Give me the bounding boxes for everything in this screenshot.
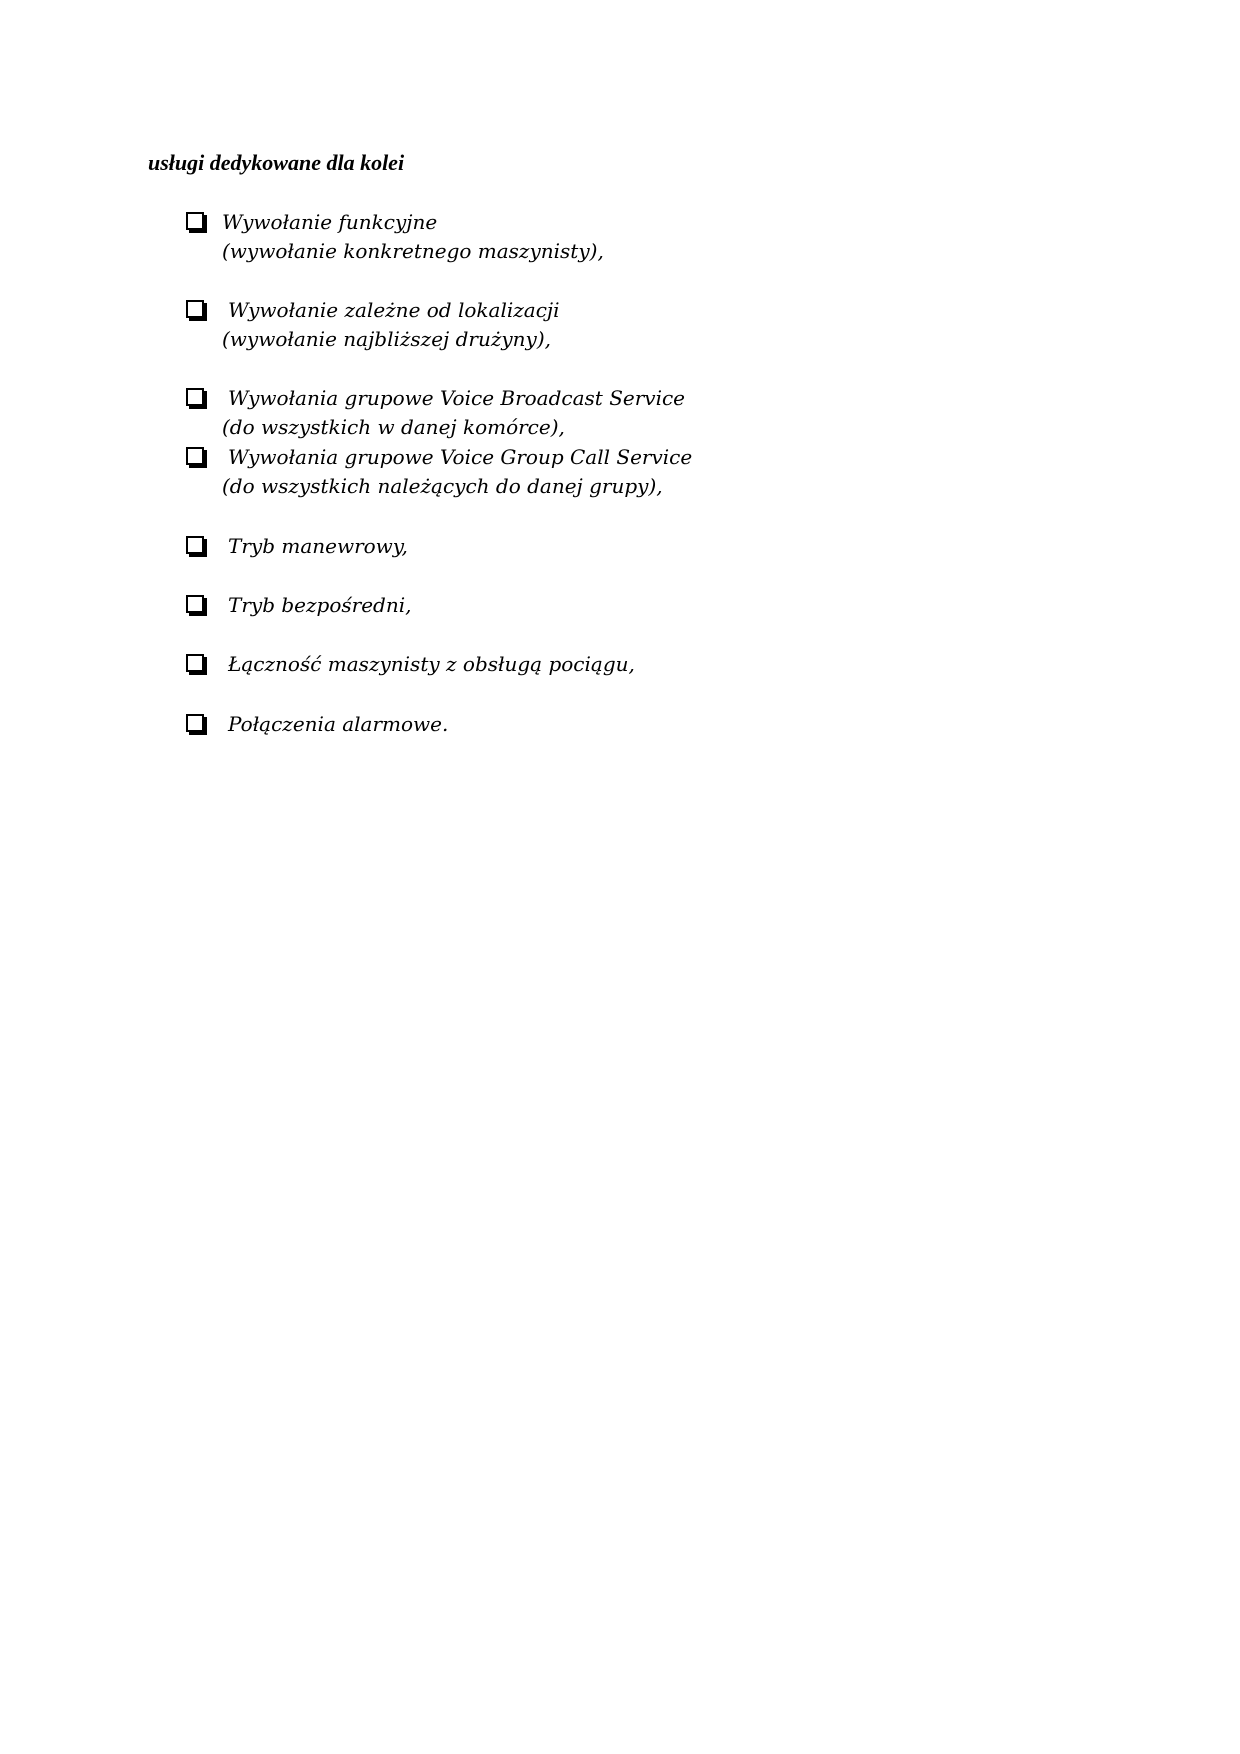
list-item-title: Wywołanie zależne od lokalizacji [228,298,560,322]
checkbox-bullet-icon [186,212,204,230]
checkbox-bullet-icon [186,447,204,465]
list-item-subtitle: (do wszystkich należących do danej grupy), [222,474,663,498]
list-item [186,710,986,739]
document-heading: usługi dedykowane dla kolei [148,150,405,175]
list-item [186,296,986,354]
list-item-title: Połączenia alarmowe. [228,712,449,736]
list-item-title: Wywołania grupowe Voice Group Call Service [228,445,693,469]
checkbox-bullet-icon [186,536,204,554]
list-item-title: Wywołanie funkcyjne [222,210,438,234]
checkbox-bullet-icon [186,388,204,406]
list-item-title: Wywołania grupowe Voice Broadcast Service [228,386,686,410]
list-item-title: Tryb manewrowy, [228,534,408,558]
checkbox-bullet-icon [186,654,204,672]
list-item [186,208,986,266]
list-item-title: Łączność maszynisty z obsługą pociągu, [228,652,635,676]
list-item [186,384,986,442]
checkbox-bullet-icon [186,714,204,732]
list-item-title: Tryb bezpośredni, [228,593,412,617]
checkbox-bullet-icon [186,595,204,613]
list-item-subtitle: (do wszystkich w danej komórce), [222,415,565,439]
list-item [186,443,986,501]
list-item [186,650,986,679]
list-item-subtitle: (wywołanie najbliższej drużyny), [222,327,552,351]
list-item [186,532,986,561]
checkbox-bullet-icon [186,300,204,318]
list-item [186,591,986,620]
list-item-subtitle: (wywołanie konkretnego maszynisty), [222,239,604,263]
